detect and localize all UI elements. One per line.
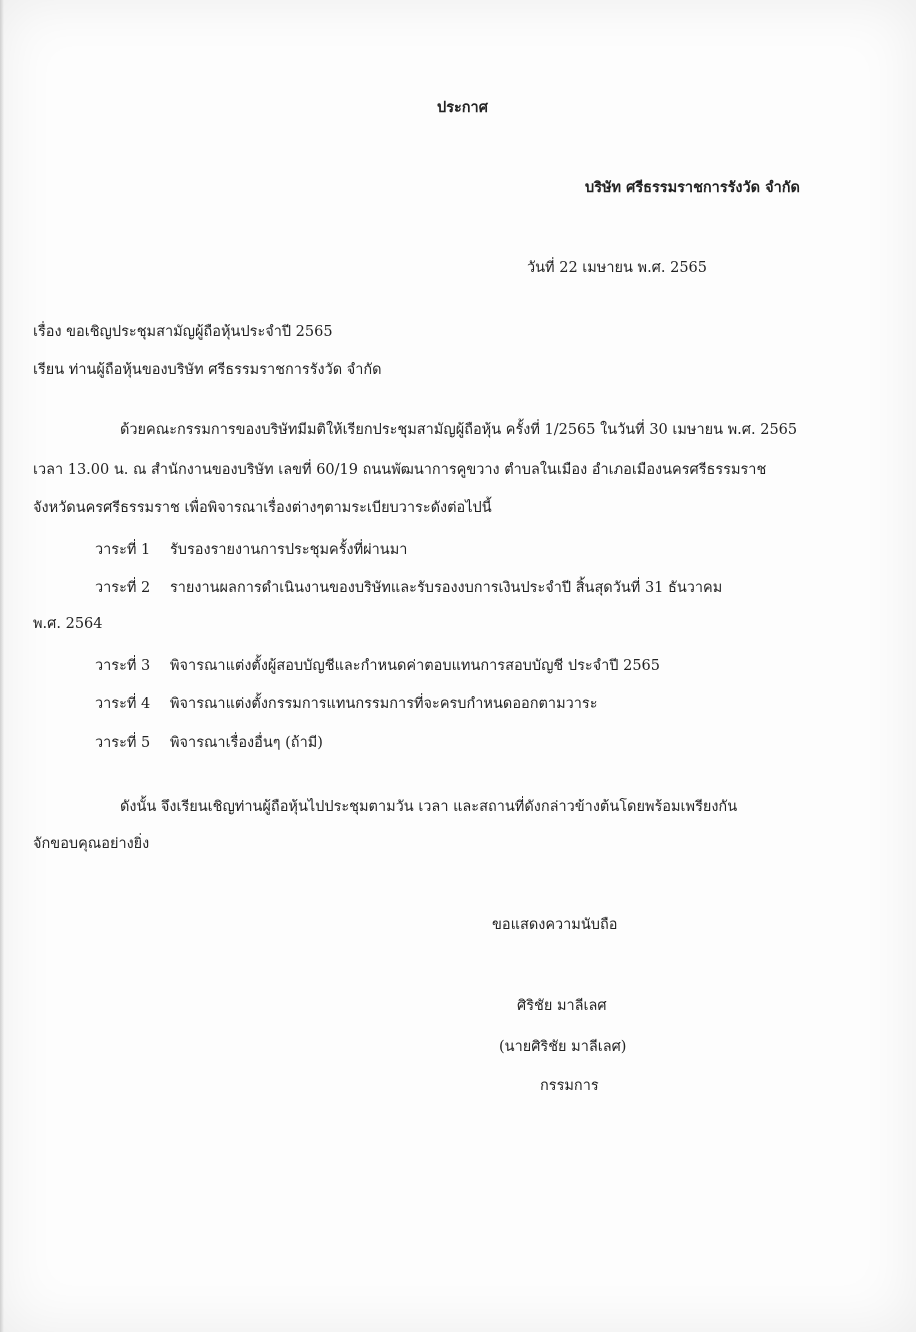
agenda-1-text: รับรองรายงานการประชุมครั้งที่ผ่านมา <box>170 542 408 558</box>
recipient-line: เรียน ท่านผู้ถือหุ้นของบริษัท ศรีธรรมราชการรังวัด จำกัด <box>33 362 382 378</box>
agenda-4-number: วาระที่ 4 <box>95 696 151 712</box>
agenda-4-text: พิจารณาแต่งตั้งกรรมการแทนกรรมการที่จะครบกำหนดออกตามวาระ <box>170 696 598 712</box>
agenda-1-number: วาระที่ 1 <box>95 542 151 558</box>
subject-line: เรื่อง ขอเชิญประชุมสามัญผู้ถือหุ้นประจำปี 2565 <box>33 324 333 340</box>
announcement-date: วันที่ 22 เมษายน พ.ศ. 2565 <box>527 260 708 276</box>
closing-line-2: จักขอบคุณอย่างยิ่ง <box>33 836 150 852</box>
agenda-5-text: พิจารณาเรื่องอื่นๆ (ถ้ามี) <box>170 735 323 751</box>
agenda-2-number: วาระที่ 2 <box>95 580 151 596</box>
company-name: บริษัท ศรีธรรมราชการรังวัด จำกัด <box>585 179 800 196</box>
agenda-3-number: วาระที่ 3 <box>95 658 151 674</box>
agenda-3-text: พิจารณาแต่งตั้งผู้สอบบัญชีและกำหนดค่าตอบแทนการสอบบัญชี ประจำปี 2565 <box>170 658 661 674</box>
body-line-3: จังหวัดนครศรีธรรมราช เพื่อพิจารณาเรื่องต่างๆตามระเบียบวาระดังต่อไปนี้ <box>33 500 492 516</box>
regards-text: ขอแสดงความนับถือ <box>492 917 618 933</box>
signature-name: ศิริชัย มาลีเลศ <box>517 998 607 1014</box>
signature-full-name: (นายศิริชัย มาลีเลศ) <box>499 1039 627 1055</box>
agenda-2-text: รายงานผลการดำเนินงานของบริษัทและรับรองงบการเงินประจำปี สิ้นสุดวันที่ 31 ธันวาคม <box>170 580 723 596</box>
page-edge-shadow <box>0 0 4 1332</box>
agenda-2-continuation: พ.ศ. 2564 <box>33 616 103 632</box>
body-line-2: เวลา 13.00 น. ณ สำนักงานของบริษัท เลขที่ 60/19 ถนนพัฒนาการคูขวาง ตำบลในเมือง อำเภอเมืองนครศรีธรรมราช <box>33 462 767 478</box>
body-line-1: ด้วยคณะกรรมการของบริษัทมีมติให้เรียกประชุมสามัญผู้ถือหุ้น ครั้งที่ 1/2565 ในวันที่ 30 เมษายน พ.ศ. 2565 <box>120 422 798 438</box>
closing-line-1: ดังนั้น จึงเรียนเชิญท่านผู้ถือหุ้นไปประชุมตามวัน เวลา และสถานที่ดังกล่าวข้างต้นโดยพร้อมเพรียงกัน <box>120 799 738 815</box>
announcement-heading: ประกาศ <box>437 99 488 116</box>
agenda-5-number: วาระที่ 5 <box>95 735 151 751</box>
signature-position: กรรมการ <box>540 1078 599 1094</box>
